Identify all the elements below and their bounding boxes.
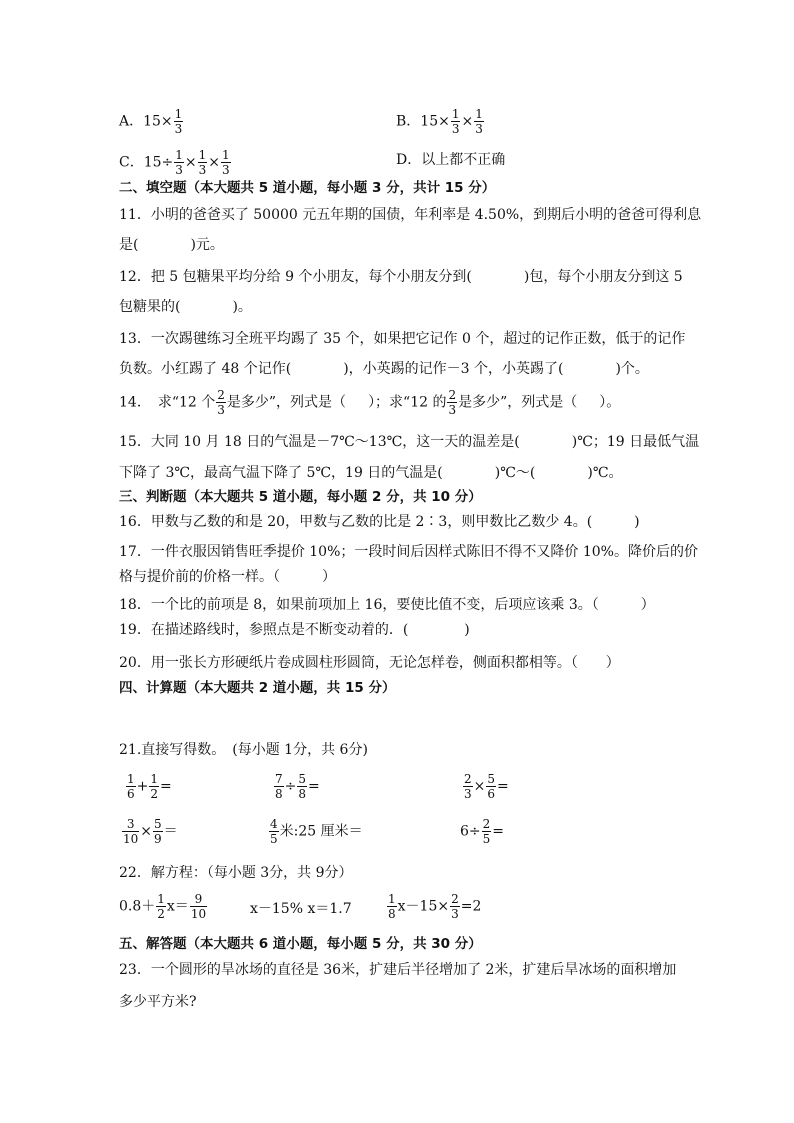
q18: 18．一个比的前项是 8，如果前项加上 16，要使比值不变，后项应该乘 3。（ ） <box>119 597 655 613</box>
section4-title: 四、计算题（本大题共 2 道小题，共 15 分） <box>119 680 396 696</box>
q13-line2: 负数。小红踢了 48 个记作( )，小英踢的记作－3 个，小英踢了( )个。 <box>119 361 649 377</box>
choice-c: C．15÷ $\frac{1}{3}$ × $\frac{1}{3}$ × $\frac{1}{3}$ <box>119 148 230 177</box>
fraction: $\frac{1}{3}$ <box>222 148 230 177</box>
choice-d: D．以上都不正确 <box>396 152 506 168</box>
fraction: $\frac{1}{3}$ <box>174 107 183 136</box>
problem-3: $\frac{2}{3}$ × $\frac{5}{6}$ = <box>464 772 509 801</box>
q12-line1: 12．把 5 包糖果平均分给 9 个小朋友，每个小朋友分到( )包，每个小朋友分到这 5 <box>119 269 683 285</box>
choice-a-label: A．15× <box>119 113 173 130</box>
fraction: $\frac{1}{3}$ <box>451 107 460 136</box>
fraction: $\frac{1}{3}$ <box>175 148 183 177</box>
q11-line1: 11．小明的爸爸买了 50000 元五年期的国债，年利率是 4.50%，到期后小明的爸爸可得利息 <box>119 207 702 223</box>
problem-1: $\frac{1}{6}$ + $\frac{1}{2}$ = <box>127 772 172 801</box>
equation-1: 0.8＋ $\frac{1}{2}$ x＝ $\frac{9}{10}$ <box>119 892 207 921</box>
q12-line2: 包糖果的( )。 <box>119 299 252 315</box>
q16: 16．甲数与乙数的和是 20，甲数与乙数的比是 2∶3，则甲数比乙数少 4。( ) <box>119 514 640 530</box>
q11-line2: 是( )元。 <box>119 237 224 253</box>
q21: 21.直接写得数。 (每小题 1分，共 6分) <box>119 742 368 758</box>
q14: 14． 求“12 个 $\frac{2}{3}$ 是多少”，列式是（ ）；求“12 的 $\frac{2}{3}$ 是多少”，列式是（ ）。 <box>119 388 621 417</box>
q15-line1: 15．大同 10 月 18 日的气温是－7℃～13℃，这一天的温差是( )℃；19 日最低气温 <box>119 434 700 450</box>
q19: 19．在描述路线时，参照点是不断变动着的．( ) <box>119 622 470 638</box>
choice-b: B．15× $\frac{1}{3}$ × $\frac{1}{3}$ <box>396 107 483 136</box>
q17-line1: 17．一件衣服因销售旺季提价 10%；一段时间后因样式陈旧不得不又降价 10%。降价后的价 <box>119 544 698 560</box>
choice-a <box>119 108 184 135</box>
q23-line2: 多少平方米? <box>119 994 197 1010</box>
problem-4: $\frac{3}{10}$ × $\frac{5}{9}$ ＝ <box>123 817 178 846</box>
fraction: $\frac{2}{3}$ <box>217 388 225 417</box>
fraction: $\frac{1}{3}$ <box>475 107 483 136</box>
problem-6: 6÷ $\frac{2}{5}$ = <box>460 817 505 846</box>
fraction: $\frac{2}{3}$ <box>448 388 457 417</box>
equation-2: x－15% x＝1.7 <box>250 901 352 917</box>
q20: 20．用一张长方形硬纸片卷成圆柱形圆筒，无论怎样卷，侧面积都相等。（ ） <box>119 655 620 671</box>
q15-line2: 下降了 3℃，最高气温下降了 5℃，19 日的气温是( )℃～( )℃。 <box>119 465 623 481</box>
q22: 22．解方程：（每小题 3分，共 9分） <box>119 865 353 881</box>
problem-2: $\frac{7}{8}$ ÷ $\frac{5}{8}$ = <box>275 772 320 801</box>
problem-5: $\frac{4}{5}$ 米:25 厘米＝ <box>270 817 363 846</box>
fraction: $\frac{1}{3}$ <box>198 148 207 177</box>
choice-c-label: C．15÷ <box>119 154 174 171</box>
q13-line1: 13．一次踢毽练习全班平均踢了 35 个，如果把它记作 0 个，超过的记作正数，低于的记作 <box>119 331 686 347</box>
section3-title: 三、判断题（本大题共 5 道小题，每小题 2 分，共 10 分） <box>119 489 482 505</box>
equation-3: $\frac{1}{8}$ x－15× $\frac{2}{3}$ =2 <box>388 892 482 921</box>
q17-line2: 格与提价前的价格一样。（ ） <box>119 569 336 585</box>
q23-line1: 23．一个圆形的旱冰场的直径是 36米，扩建后半径增加了 2米，扩建后旱冰场的面积增加 <box>119 962 677 978</box>
section5-title: 五、解答题（本大题共 6 道小题，每小题 5 分，共 30 分） <box>119 936 482 952</box>
section2-title: 二、填空题（本大题共 5 道小题，每小题 3 分，共计 15 分） <box>119 180 496 196</box>
choice-b-label: B．15× <box>396 113 450 130</box>
